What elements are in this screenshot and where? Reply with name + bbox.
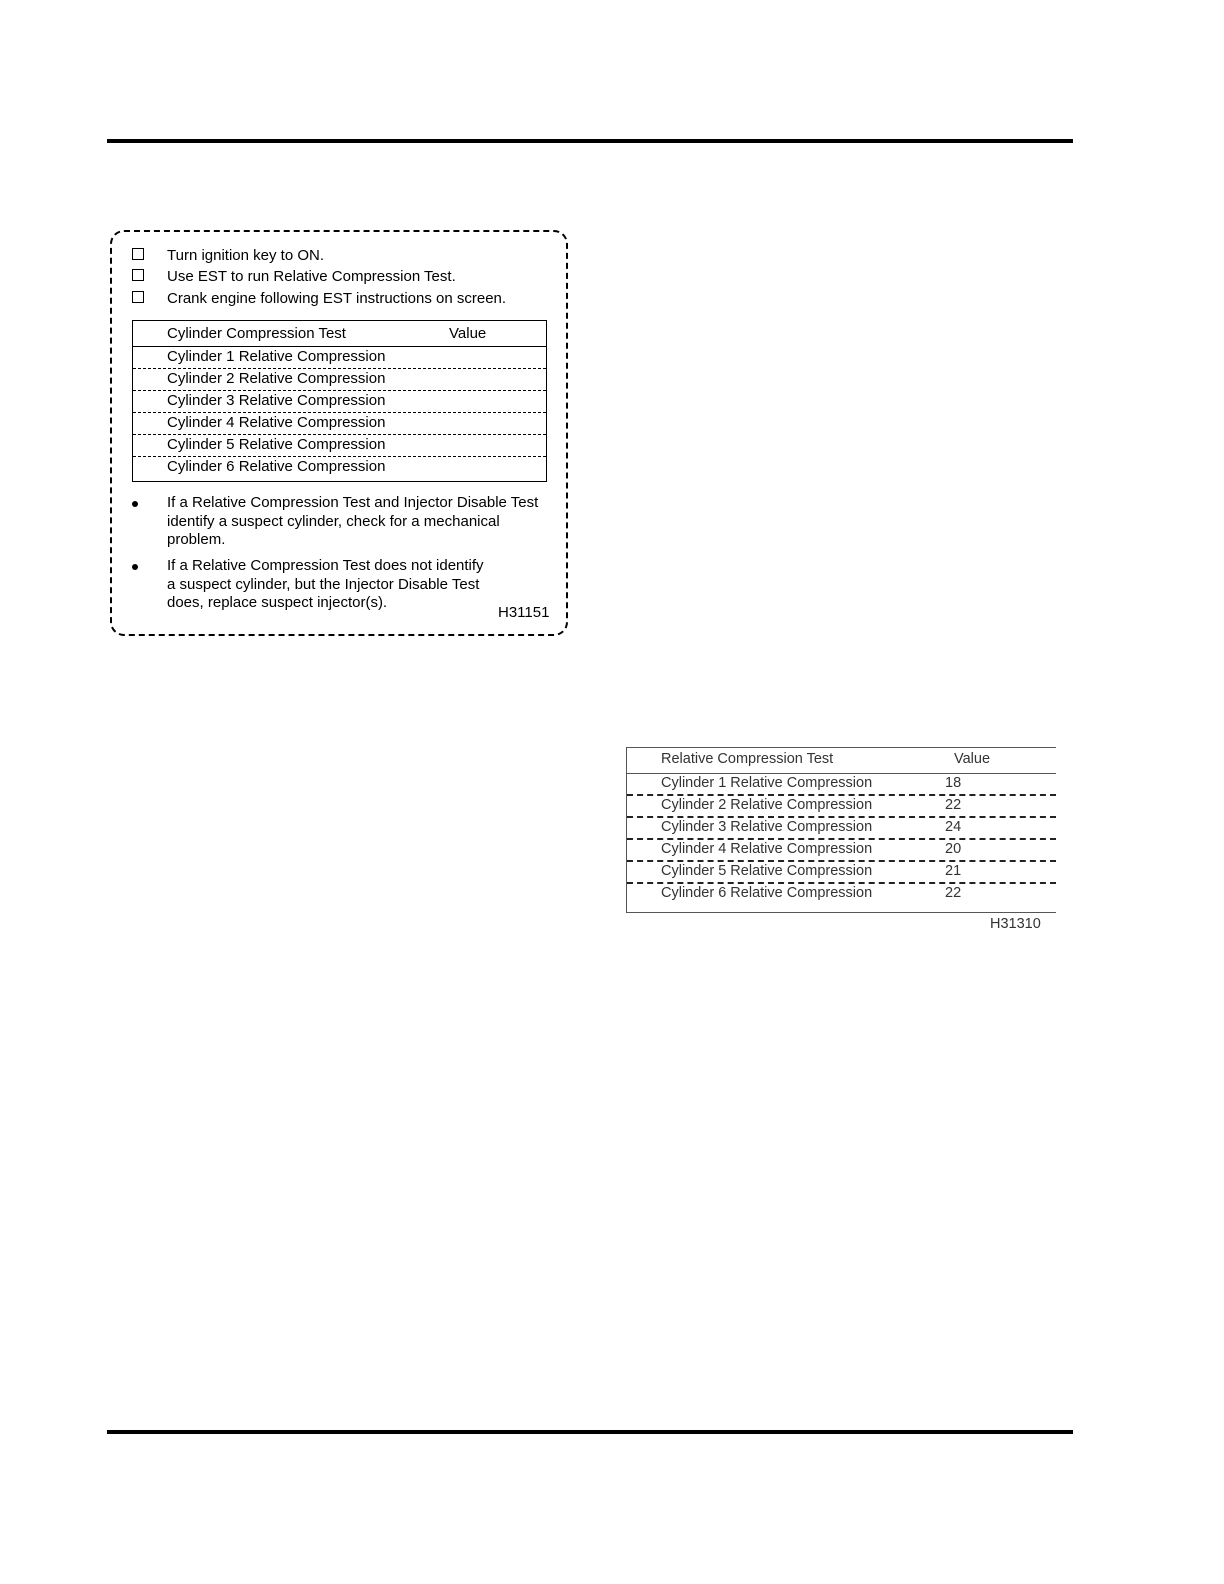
- column-header-test: Cylinder Compression Test: [167, 325, 346, 342]
- row-label: Cylinder 1 Relative Compression: [661, 775, 873, 791]
- row-label: Cylinder 5 Relative Compression: [661, 863, 873, 879]
- checkbox-icon[interactable]: [132, 269, 144, 281]
- column-header-value: Value: [449, 325, 487, 342]
- table-row: [627, 884, 1056, 906]
- bullet-icon: [132, 564, 138, 570]
- table-header: [133, 321, 546, 347]
- bottom-rule: [107, 1430, 1073, 1434]
- procedure-box: [110, 230, 568, 636]
- figure-code: H31310: [990, 916, 1041, 932]
- bullet-icon: [132, 501, 138, 507]
- table-row: [133, 457, 546, 479]
- row-label: Cylinder 6 Relative Compression: [167, 458, 386, 475]
- table-row: [627, 774, 1056, 796]
- row-value: 22: [945, 797, 962, 813]
- table-row: [627, 796, 1056, 818]
- bullet-text: If a Relative Compression Test and Injector Disable Test identify a suspect cylinder, check for a mechanical problem.: [167, 494, 539, 548]
- row-label: Cylinder 6 Relative Compression: [661, 885, 873, 901]
- row-value: 21: [945, 863, 962, 879]
- table-row: [627, 840, 1056, 862]
- row-label: Cylinder 2 Relative Compression: [661, 797, 873, 813]
- row-label: Cylinder 4 Relative Compression: [661, 841, 873, 857]
- checklist-label: Turn ignition key to ON.: [167, 247, 325, 264]
- checkbox-icon[interactable]: [132, 291, 144, 303]
- figure-code: H31151: [498, 604, 550, 621]
- column-header-value: Value: [954, 751, 991, 767]
- top-rule: [107, 139, 1073, 143]
- table-row: [133, 435, 546, 457]
- compression-worksheet-table: [132, 320, 547, 482]
- row-value: 20: [945, 841, 962, 857]
- checklist-label: Use EST to run Relative Compression Test.: [167, 268, 456, 285]
- table-row: [133, 391, 546, 413]
- row-value: 24: [945, 819, 962, 835]
- table-row: [133, 413, 546, 435]
- row-label: Cylinder 1 Relative Compression: [167, 348, 386, 365]
- row-label: Cylinder 5 Relative Compression: [167, 436, 386, 453]
- row-value: 18: [945, 775, 962, 791]
- table-row: [133, 347, 546, 369]
- row-value: 22: [945, 885, 962, 901]
- row-label: Cylinder 2 Relative Compression: [167, 370, 386, 387]
- checklist-label: Crank engine following EST instructions on screen.: [167, 290, 507, 307]
- table-header: [627, 748, 1056, 774]
- table-row: [133, 369, 546, 391]
- row-label: Cylinder 3 Relative Compression: [661, 819, 873, 835]
- checkbox-icon[interactable]: [132, 248, 144, 260]
- results-figure-code-clip: [990, 916, 1056, 936]
- column-header-test: Relative Compression Test: [661, 751, 834, 767]
- row-label: Cylinder 3 Relative Compression: [167, 392, 386, 409]
- bullet-text: If a Relative Compression Test does not identify a suspect cylinder, but the Injector Disable Test does, replace suspect injector(s).: [167, 557, 484, 611]
- table-row: [627, 862, 1056, 884]
- compression-results-table: [626, 747, 1056, 913]
- table-row: [627, 818, 1056, 840]
- row-label: Cylinder 4 Relative Compression: [167, 414, 386, 431]
